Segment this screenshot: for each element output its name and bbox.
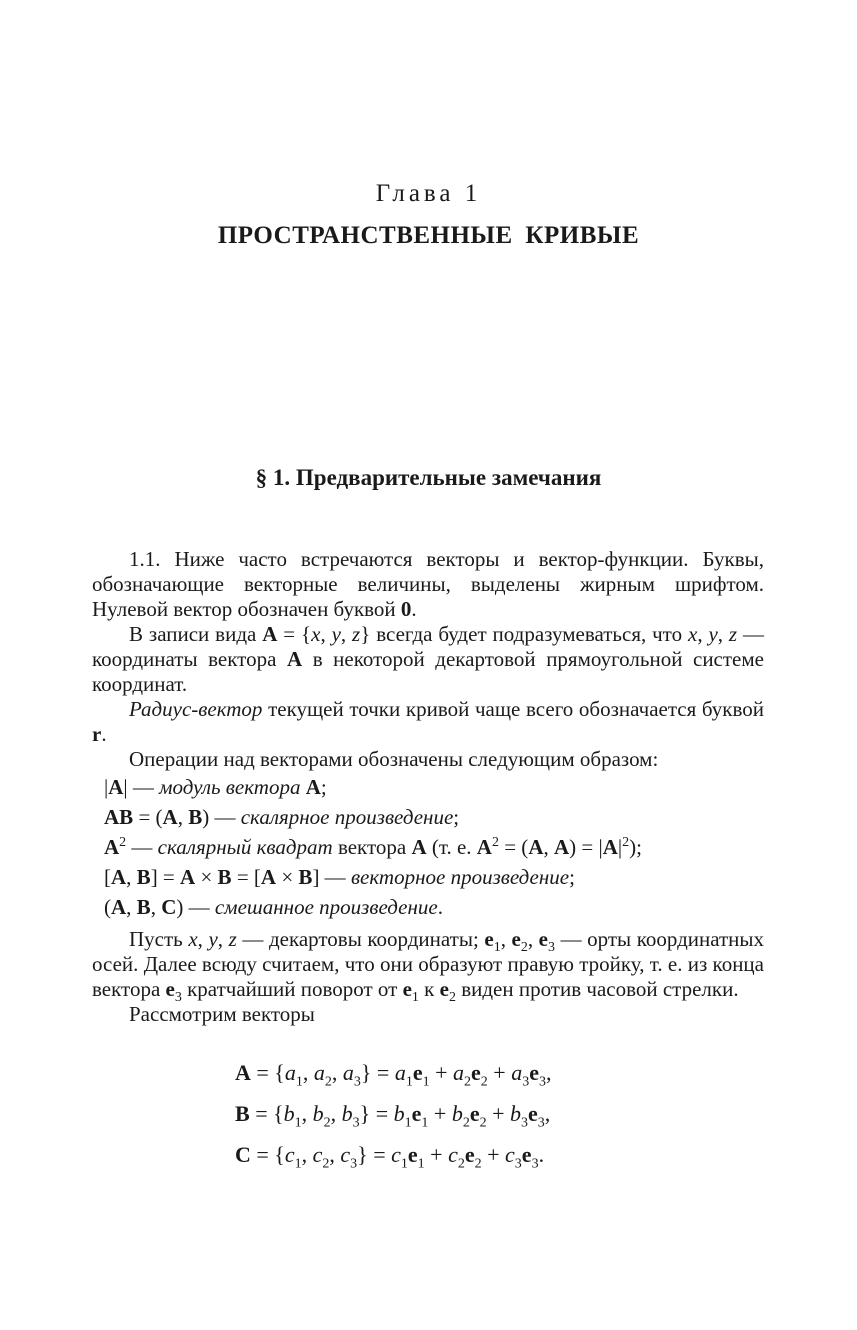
equation-a: $A = \{a_1$, $a_2$, $a_3\} = a_1e_1 + a_2e_2 + a_3e_3$, xyxy=(235,1060,552,1090)
definition-vector-product: [A, B] = A × B = [A × B] — векторное произведение; xyxy=(104,865,575,889)
paragraph-4: Операции над векторами обозначены следующим образом: xyxy=(129,747,659,771)
equation-b: $B = \{b_1$, $b_2$, $b_3\} = b_1e_1 + b_2e_2 + b_3e_3$, xyxy=(235,1101,551,1131)
chapter-title: ПРОСТРАНСТВЕННЫЕ КРИВЫЕ xyxy=(217,222,640,249)
paragraph-2: В записи вида A = {x, y, z} всегда будет подразумеваться, что x, y, z — координаты вектора A в некоторой декартовой прямоугольной системе координат. xyxy=(92,622,764,696)
paragraph-1: 1.1. Ниже часто встречаются векторы и вектор-функции. Буквы, обозначающие векторные величины, выделены жирным шрифтом. Нулевой вектор обозначен буквой 0. xyxy=(92,547,764,621)
paragraph-3: Радиус-вектор текущей точки кривой чаще всего обозначается буквой r. xyxy=(92,697,764,746)
definition-mixed-product: (A, B, C) — смешанное произведение. xyxy=(104,895,443,919)
vector-equations xyxy=(235,1060,735,1183)
equation-c: $C = \{c_1$, $c_2$, $c_3\} = c_1e_1 + c_2e_2 + c_3e_3$. xyxy=(235,1142,545,1172)
paragraph-5: Пусть x, y, z — декартовы координаты; $e_1$, $e_2$, $e_3$ — орты координатных осей. Далее всюду считаем, что они образуют правую тройку, т. е. из конца вектора $e_3$ кратчайший поворот от $e_1$ к $e_2$ виден против часовой стрелки. xyxy=(92,927,765,1006)
definition-scalar-square: $A^2$ — скалярный квадрат вектора A (т. е. $A^2 = (A$, $A) = |A|^2$); xyxy=(104,835,642,859)
section-title: § 1. Предварительные замечания xyxy=(255,465,602,490)
section-body xyxy=(92,547,764,1027)
definition-scalar-product: AB = (A, B) — скалярное произведение; xyxy=(104,805,460,829)
definition-modulus: |A| — модуль вектора A; xyxy=(104,775,327,799)
chapter-label: Глава 1 xyxy=(375,180,482,207)
paragraph-6: Рассмотрим векторы xyxy=(129,1002,315,1026)
